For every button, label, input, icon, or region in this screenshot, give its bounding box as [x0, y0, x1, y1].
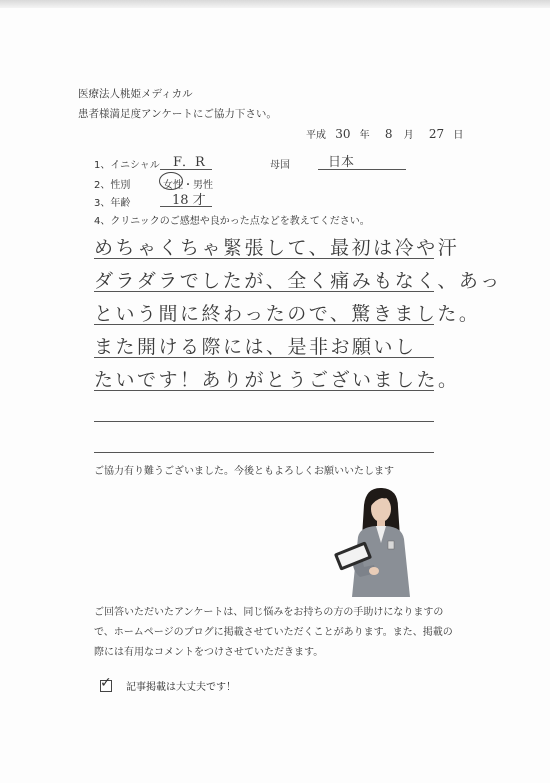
consent-label: 記事掲載は大丈夫です！ [126, 682, 236, 693]
consent-checkbox[interactable] [100, 674, 112, 692]
checkmark-icon: ✓ [100, 674, 112, 691]
comment-prompt: 4、クリニックのご感想や良かった点などを教えてください。 [94, 216, 370, 227]
comment-line-1: めちゃくちゃ緊張して、最初は冷や汗 [94, 237, 460, 259]
name-badge [388, 541, 394, 549]
comment-rule-6 [94, 421, 434, 422]
comment-rule-2 [94, 291, 434, 292]
organization-name: 医療法人桃姫メディカル [78, 88, 193, 100]
consent-row[interactable] [100, 674, 236, 693]
age-label: 3、年齢 [94, 198, 131, 209]
initial-value: F．R [173, 155, 205, 170]
home-country-label: 母国 [270, 160, 290, 171]
comment-rule-3 [94, 324, 434, 325]
comment-rule-1 [94, 258, 434, 259]
date-era: 平成 [306, 130, 326, 141]
date-day: 27 [428, 127, 445, 141]
age-value: 18 才 [172, 193, 206, 208]
gender-selection-circle [159, 172, 183, 190]
date-day-unit: 日 [453, 130, 464, 141]
initial-underline [160, 169, 212, 170]
comment-rule-4 [94, 357, 434, 358]
comment-line-3: という間に終わったので、驚きました。 [94, 303, 481, 325]
staff-photo [330, 485, 430, 601]
age-underline [160, 206, 212, 207]
date-month: 8 [384, 127, 393, 141]
hand-shape [369, 567, 379, 575]
gender-label: 2、性別 [94, 180, 131, 191]
home-country-value: 日本 [328, 155, 355, 170]
blog-notice: ご回答いただいたアンケートは、同じ悩みをお持ちの方の手助けになりますので、ホームページのブログに掲載させていただくことがあります。また、掲載の際には有用なコメントをつけさせていただきます。 [94, 607, 453, 658]
gender-options: 女性・男性 [163, 180, 213, 191]
date-year-unit: 年 [359, 130, 370, 141]
comment-line-4: また開ける際には、是非お願いし [94, 336, 417, 358]
thanks-message: ご協力有り難うございました。今後ともよろしくお願いいたします [94, 466, 394, 477]
comment-rule-5 [94, 390, 434, 391]
date-year: 30 [335, 127, 351, 141]
scan-edge [0, 0, 550, 8]
comment-line-5: たいです！ありがとうございました。 [94, 369, 460, 391]
initial-label: 1、イニシャル [94, 160, 160, 171]
survey-title: 患者様満足度アンケートにご協力下さい。 [78, 108, 277, 120]
comment-rule-7 [94, 452, 434, 453]
home-country-underline [318, 169, 406, 170]
comment-line-2: ダラダラでしたが、全く痛みもなく、あっ [94, 270, 502, 292]
date-line [306, 126, 463, 141]
date-month-unit: 月 [403, 130, 414, 141]
